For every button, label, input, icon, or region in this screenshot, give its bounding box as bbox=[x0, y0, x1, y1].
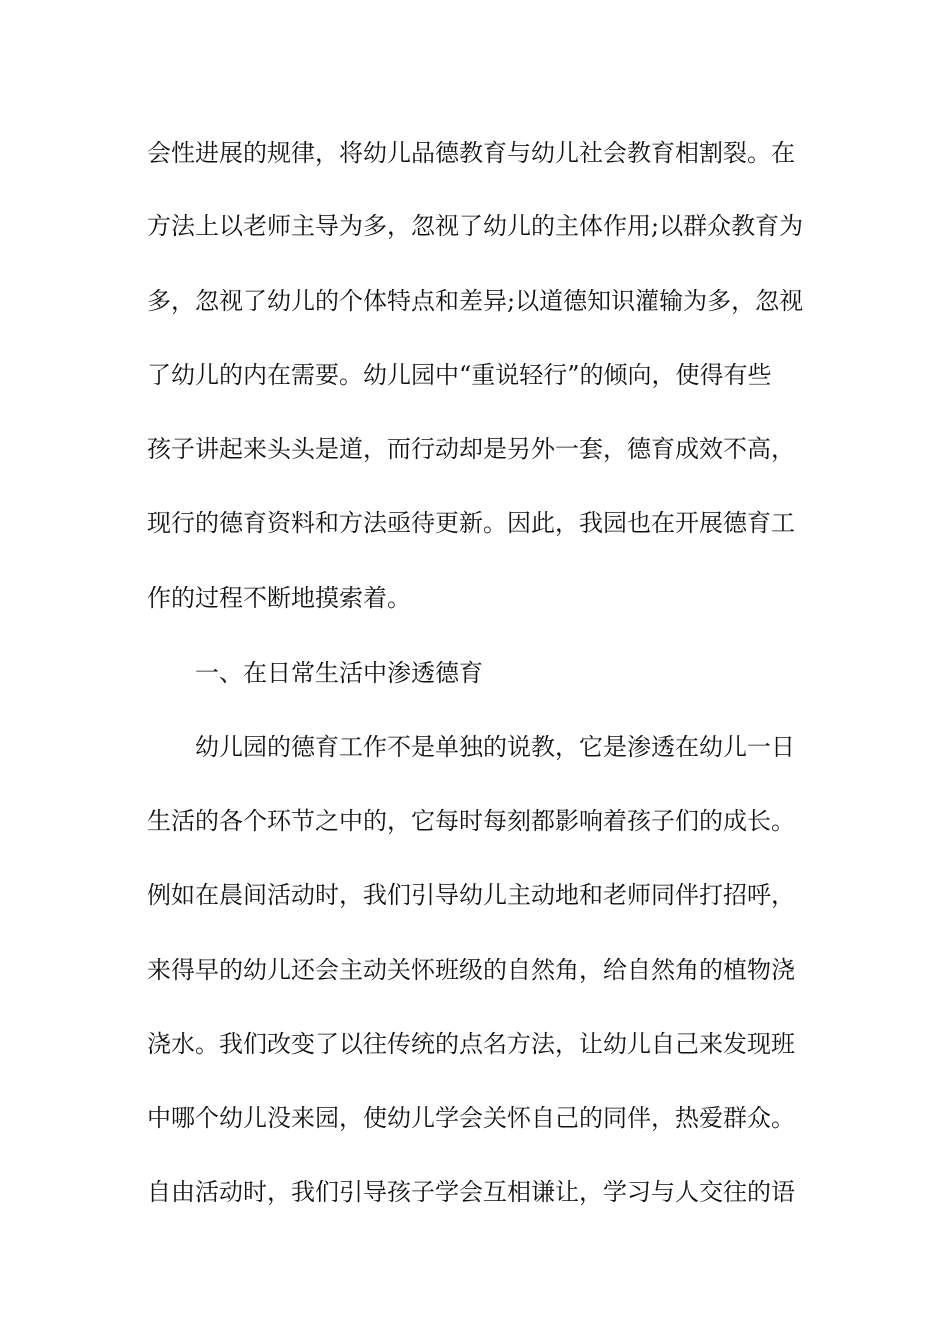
paragraph-line: 孩子讲起来头头是道，而行动却是另外一套，德育成效不高， bbox=[147, 435, 795, 463]
paragraph-line: 自由活动时，我们引导孩子学会互相谦让，学习与人交往的语 bbox=[147, 1178, 795, 1206]
paragraph-line: 浇水。我们改变了以往传统的点名方法，让幼儿自己来发现班 bbox=[147, 1030, 795, 1058]
section-heading: 一、在日常生活中渗透德育 bbox=[195, 659, 483, 687]
paragraph-line: 作的过程不断地摸索着。 bbox=[147, 584, 411, 612]
paragraph-line: 例如在晨间活动时，我们引导幼儿主动地和老师同伴打招呼， bbox=[147, 881, 795, 909]
paragraph-line: 了幼儿的内在需要。幼儿园中“重说轻行”的倾向，使得有些 bbox=[147, 361, 772, 389]
paragraph-line: 幼儿园的德育工作不是单独的说教，它是渗透在幼儿一日 bbox=[195, 733, 795, 761]
paragraph-line: 现行的德育资料和方法亟待更新。因此，我园也在开展德育工 bbox=[147, 509, 795, 537]
paragraph-line: 多，忽视了幼儿的个体特点和差异;以道德知识灌输为多，忽视 bbox=[147, 287, 804, 315]
paragraph-line: 方法上以老师主导为多，忽视了幼儿的主体作用;以群众教育为 bbox=[147, 212, 804, 240]
paragraph-line: 生活的各个环节之中的，它每时每刻都影响着孩子们的成长。 bbox=[147, 807, 795, 835]
paragraph-line: 会性进展的规律，将幼儿品德教育与幼儿社会教育相割裂。在 bbox=[147, 139, 795, 167]
paragraph-line: 来得早的幼儿还会主动关怀班级的自然角，给自然角的植物浇 bbox=[147, 956, 795, 984]
paragraph-line: 中哪个幼儿没来园，使幼儿学会关怀自己的同伴，热爱群众。 bbox=[147, 1104, 795, 1132]
